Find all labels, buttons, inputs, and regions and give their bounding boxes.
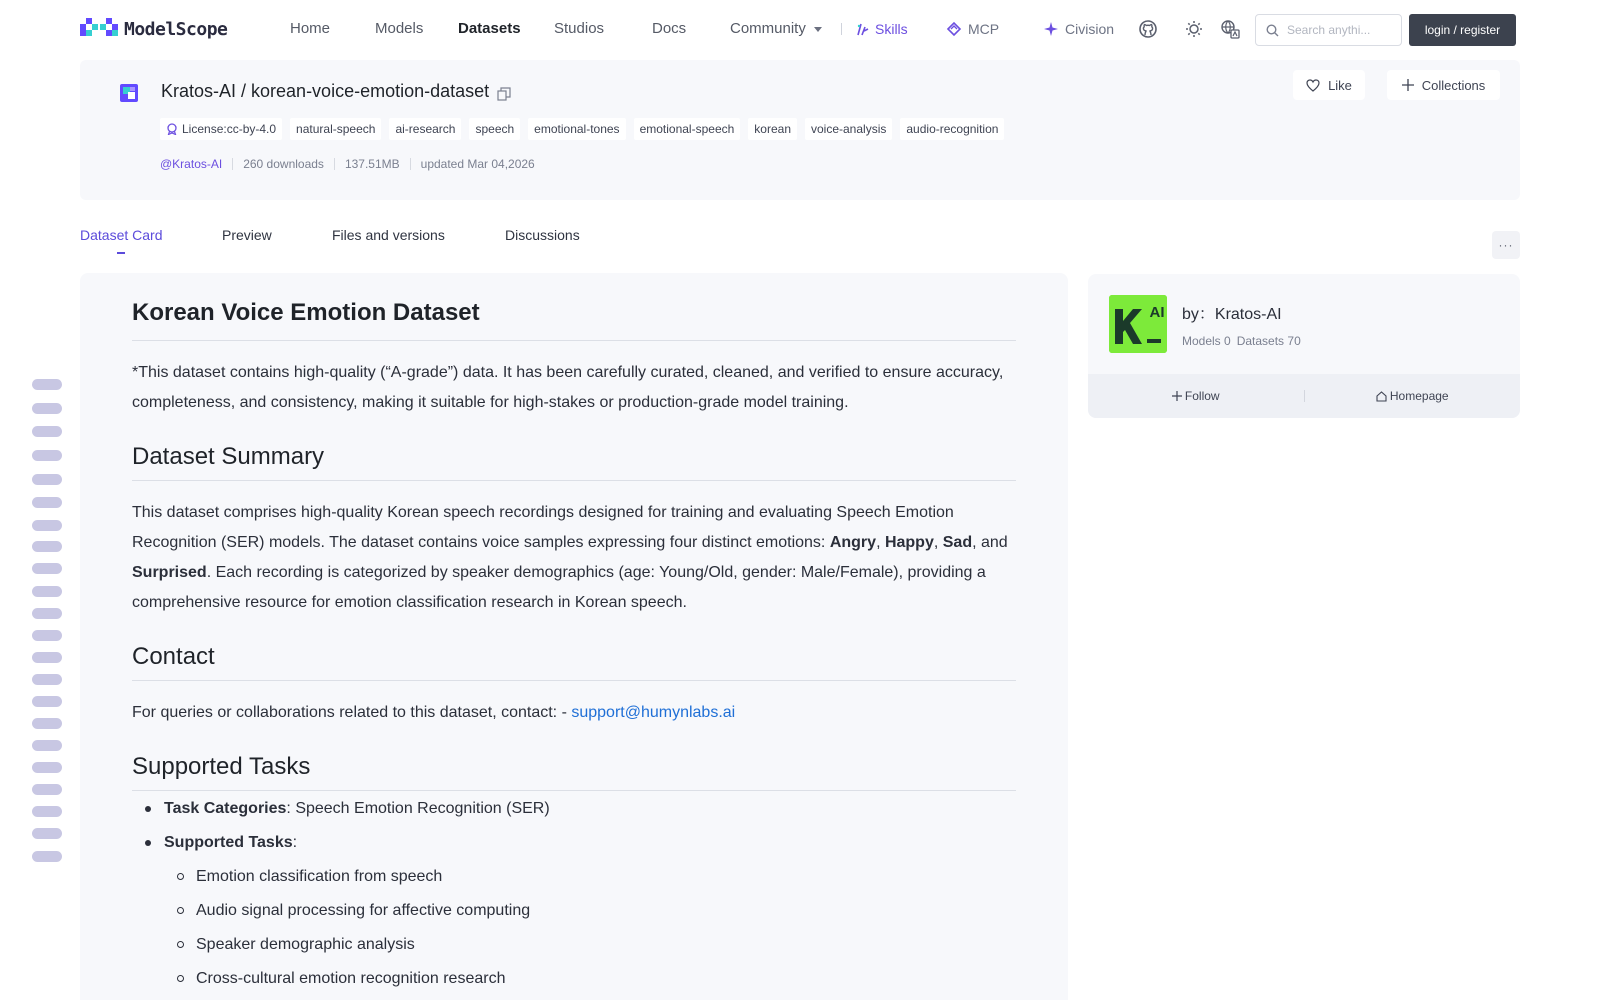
modelscope-logo-icon <box>80 18 118 40</box>
intro-paragraph: *This dataset contains high-quality (“A-grade”) data. It has been carefully curated, cleaned, and verified to ensure accuracy, completeness, and consistency, making it suitable for high-stakes or production-grade model training. <box>132 364 1004 411</box>
toc-item[interactable] <box>32 450 62 461</box>
emotion-happy: Happy <box>884 534 934 551</box>
list-item: Audio signal processing for affective computing <box>164 894 1016 928</box>
toc-item[interactable] <box>32 674 62 685</box>
download-count: 260 downloads <box>243 157 324 171</box>
nav-community[interactable] <box>730 20 822 37</box>
kratos-ai-logo-icon <box>1109 295 1167 353</box>
toc-item[interactable] <box>32 379 62 390</box>
login-register-button[interactable]: login / register <box>1409 14 1516 46</box>
search-box[interactable] <box>1255 14 1402 46</box>
dataset-header <box>80 60 1520 200</box>
toc-item[interactable] <box>32 806 62 817</box>
emotion-sad: Sad <box>942 534 973 551</box>
tasks-list <box>132 792 1016 996</box>
brand-name: ModelScope <box>124 18 228 40</box>
tab-preview[interactable]: Preview <box>222 227 272 243</box>
supported-tasks-suffix: : <box>292 834 298 851</box>
toc-item[interactable] <box>32 851 62 862</box>
dataset-meta <box>160 157 535 171</box>
list-item <box>132 792 1016 826</box>
meta-divider <box>410 158 411 170</box>
follow-button[interactable] <box>1088 389 1304 403</box>
home-icon <box>1376 391 1387 402</box>
toc-item[interactable] <box>32 586 62 597</box>
nav-civision-label: Civision <box>1065 21 1115 37</box>
top-navigation <box>0 0 1600 58</box>
meta-divider <box>232 158 233 170</box>
toc-item[interactable] <box>32 762 62 773</box>
dataset-size: 137.51MB <box>344 157 400 171</box>
nav-divider <box>841 23 842 35</box>
heart-icon <box>1306 79 1320 92</box>
skills-icon <box>856 23 869 36</box>
datasets-count[interactable]: Datasets 70 <box>1236 334 1301 348</box>
emotion-surprised: Surprised <box>132 564 207 581</box>
toc-item[interactable] <box>32 652 62 663</box>
toc-item[interactable] <box>32 696 62 707</box>
search-input[interactable] <box>1287 23 1377 37</box>
search-icon <box>1266 24 1279 37</box>
heading-divider <box>132 480 1016 481</box>
nav-mcp[interactable] <box>946 21 999 37</box>
author-counts <box>1182 334 1301 348</box>
toc-item[interactable] <box>32 608 62 619</box>
tab-discussions[interactable]: Discussions <box>505 227 580 243</box>
toc-item[interactable] <box>32 541 62 552</box>
dataset-icon <box>120 84 138 102</box>
heading-divider <box>132 340 1016 341</box>
meta-divider <box>334 158 335 170</box>
language-icon[interactable] <box>1220 19 1240 39</box>
plus-icon <box>1172 391 1182 401</box>
nav-civision[interactable] <box>1043 21 1114 37</box>
toc-item[interactable] <box>32 784 62 795</box>
like-label: Like <box>1328 77 1352 93</box>
homepage-label: Homepage <box>1389 389 1449 403</box>
contact-paragraph <box>132 698 1016 728</box>
toc-item[interactable] <box>32 403 62 414</box>
follow-label: Follow <box>1184 389 1220 403</box>
nav-models[interactable]: Models <box>375 20 424 37</box>
tag[interactable]: speech <box>469 118 520 140</box>
copy-icon[interactable] <box>497 85 511 99</box>
active-tab-indicator <box>117 252 125 254</box>
author-link[interactable]: @Kratos-AI <box>160 157 223 171</box>
nav-skills[interactable] <box>856 21 908 37</box>
task-categories-value: : Speech Emotion Recognition (SER) <box>286 800 550 817</box>
chevron-down-icon <box>814 27 822 32</box>
github-icon[interactable] <box>1138 19 1158 39</box>
tag[interactable]: emotional-speech <box>634 118 741 140</box>
nav-studios[interactable]: Studios <box>554 20 605 37</box>
toc-item[interactable] <box>32 474 62 485</box>
theme-toggle-icon[interactable] <box>1184 19 1204 39</box>
like-button[interactable] <box>1293 70 1365 100</box>
mcp-icon <box>946 21 962 37</box>
summary-paragraph: This dataset comprises high-quality Korean speech recordings designed for training and evaluating Speech Emotion Recognition (SER) models. The dataset contains voice samples expressing four distinct emotions: Angry, Happy, Sad, and Surprised. Each recording is categorized by speaker demographics (age: Young/Old, gender: Male/Female), providing a comprehensive resource for emotion classification research in Korean speech. <box>132 504 1008 611</box>
author-actions <box>1088 374 1520 418</box>
summary-text: This dataset comprises high-quality Korean speech recordings designed for training and evaluating Speech Emotion Recognition (SER) models. The dataset contains voice samples expressing four distinct emotions: <box>132 504 954 551</box>
supported-tasks-label: Supported Tasks <box>164 834 293 851</box>
heading-divider <box>132 790 1016 791</box>
tab-dataset-card[interactable]: Dataset Card <box>80 227 163 243</box>
nav-home[interactable]: Home <box>290 20 331 37</box>
dataset-title: Kratos-AI / korean-voice-emotion-dataset <box>161 81 490 101</box>
task-categories-label: Task Categories <box>164 800 287 817</box>
dataset-card-content <box>80 273 1068 1000</box>
collections-label: Collections <box>1421 77 1486 93</box>
list-item <box>132 826 1016 996</box>
summary-heading: Dataset Summary <box>132 443 325 470</box>
sparkle-icon <box>1043 21 1059 37</box>
toc-item[interactable] <box>32 718 62 729</box>
contact-heading: Contact <box>132 643 215 670</box>
tag[interactable]: audio-recognition <box>900 118 1004 140</box>
emotion-angry: Angry <box>829 534 877 551</box>
tag-list <box>160 118 1004 140</box>
brand-logo[interactable] <box>80 18 227 40</box>
toc-item[interactable] <box>32 828 62 839</box>
homepage-button[interactable] <box>1305 389 1521 403</box>
plus-icon <box>1402 79 1414 91</box>
tasks-heading: Supported Tasks <box>132 753 311 780</box>
toc-item[interactable] <box>32 426 62 437</box>
dataset-title-row <box>161 81 511 102</box>
nav-community-label: Community <box>730 20 806 37</box>
author-name[interactable]: by：Kratos-AI <box>1182 306 1282 323</box>
toc-item[interactable] <box>32 740 62 751</box>
heading-divider <box>132 680 1016 681</box>
nav-skills-label: Skills <box>875 21 908 37</box>
tag-label: License:cc-by-4.0 <box>182 122 277 136</box>
tag[interactable]: natural-speech <box>290 118 381 140</box>
tag[interactable]: korean <box>748 118 797 140</box>
contact-text: For queries or collaborations related to this dataset, contact: - <box>132 704 572 721</box>
toc-item[interactable] <box>32 520 62 531</box>
nav-mcp-label: MCP <box>968 21 1000 37</box>
toc-item[interactable] <box>32 497 62 508</box>
tag[interactable]: emotional-tones <box>528 118 625 140</box>
license-tag[interactable] <box>160 118 282 140</box>
tag[interactable]: voice-analysis <box>805 118 892 140</box>
toc-item[interactable] <box>32 630 62 641</box>
models-count[interactable]: Models 0 <box>1182 334 1231 348</box>
avatar[interactable] <box>1109 295 1167 353</box>
updated-date: updated Mar 04,2026 <box>420 157 535 171</box>
list-item: Cross-cultural emotion recognition research <box>164 962 1016 996</box>
tab-files-and-versions[interactable]: Files and versions <box>332 227 445 243</box>
toc-item[interactable] <box>32 563 62 574</box>
summary-text-end: . Each recording is categorized by speaker demographics (age: Young/Old, gender: Male/Female), providing a comprehensive resource for emotion classification research in Korean speech. <box>132 564 986 611</box>
nav-datasets[interactable]: Datasets <box>458 20 521 37</box>
readme-title: Korean Voice Emotion Dataset <box>132 299 480 326</box>
supported-tasks-sublist <box>164 860 1016 996</box>
collections-button[interactable] <box>1387 70 1500 100</box>
list-item: Speaker demographic analysis <box>164 928 1016 962</box>
contact-email-link[interactable]: support@humynlabs.ai <box>571 704 736 721</box>
author-card <box>1088 274 1520 418</box>
license-icon <box>166 123 178 135</box>
avatar-text: AI <box>1149 304 1165 321</box>
list-item: Emotion classification from speech <box>164 860 1016 894</box>
more-options-button[interactable]: ··· <box>1492 231 1520 259</box>
nav-docs[interactable]: Docs <box>652 20 687 37</box>
tag[interactable]: ai-research <box>389 118 461 140</box>
